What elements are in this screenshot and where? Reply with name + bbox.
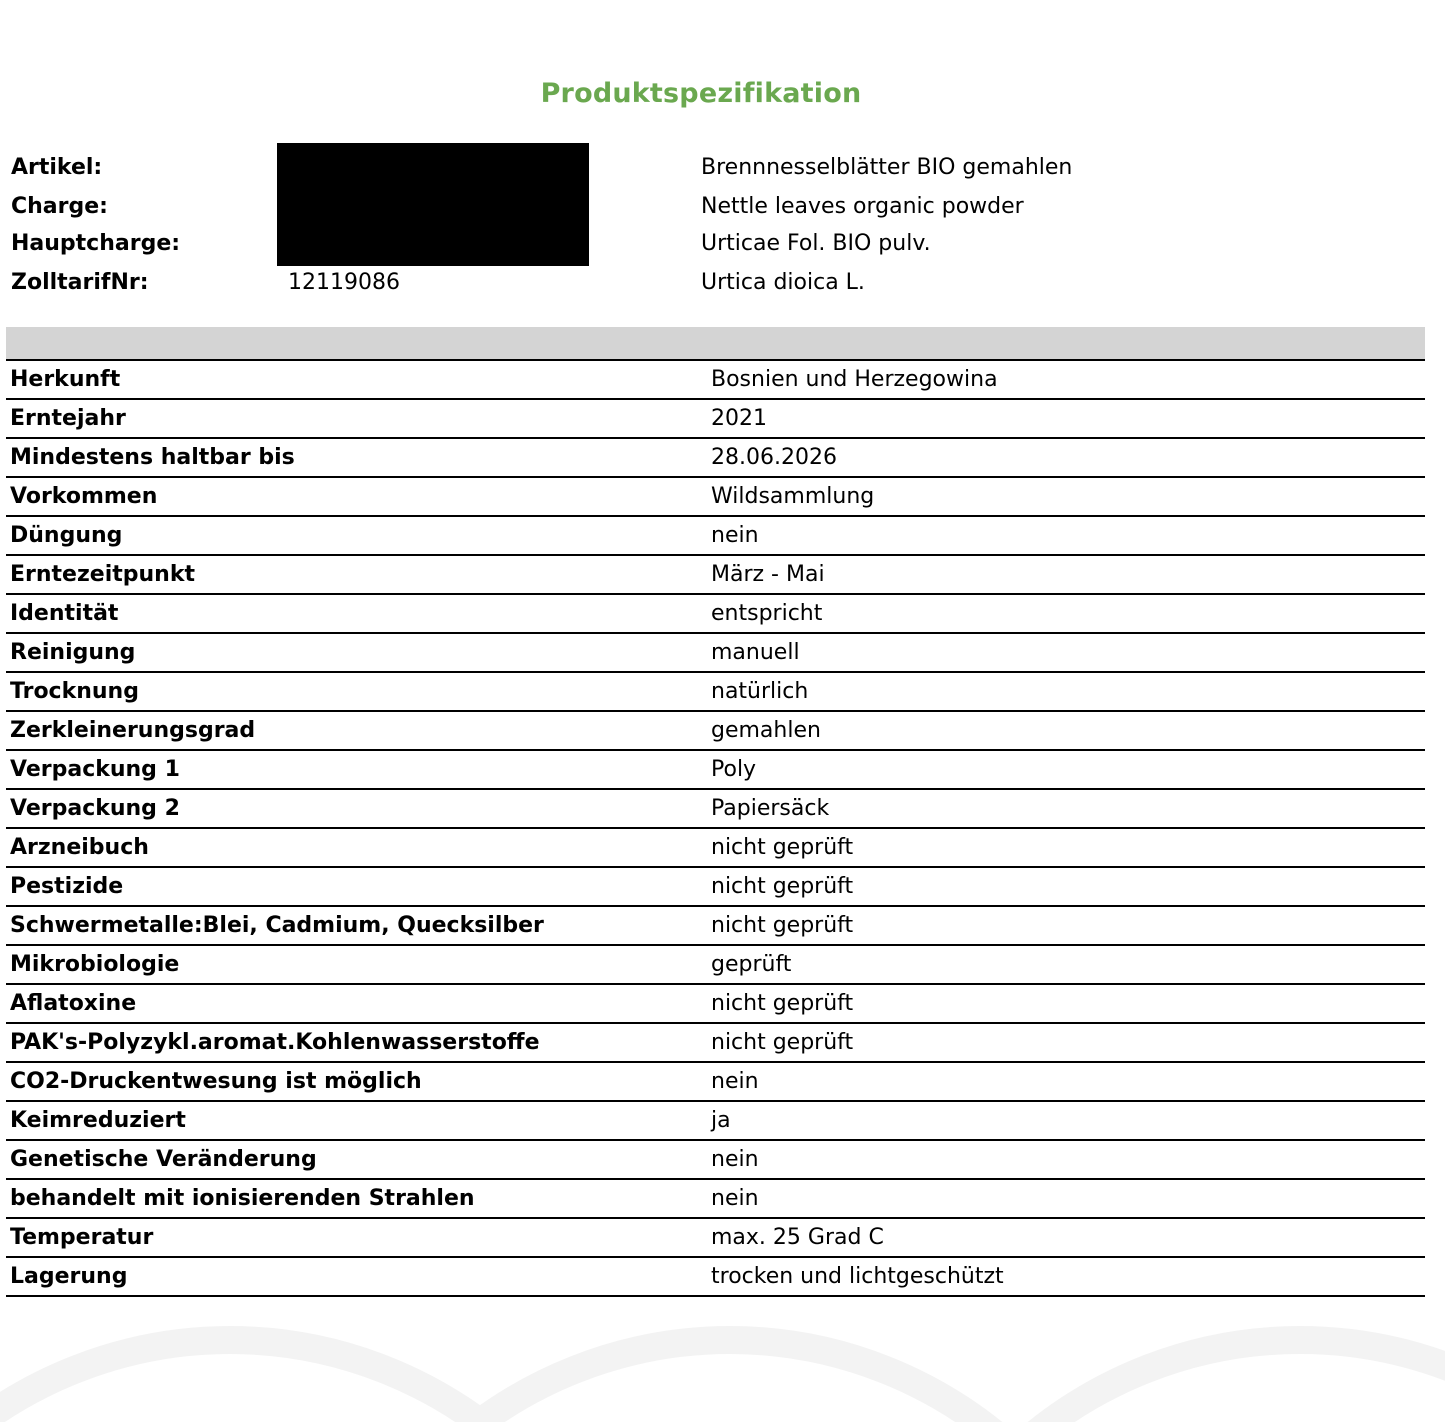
spec-value: nicht geprüft bbox=[707, 1023, 1425, 1062]
header-label-artikel: Artikel: bbox=[11, 155, 103, 180]
spec-value: März - Mai bbox=[707, 555, 1425, 594]
spec-value: Bosnien und Herzegowina bbox=[707, 361, 1425, 399]
spec-value: ja bbox=[707, 1101, 1425, 1140]
header-label-hauptcharge: Hauptcharge: bbox=[11, 231, 181, 256]
spec-value: nicht geprüft bbox=[707, 906, 1425, 945]
spec-value: manuell bbox=[707, 633, 1425, 672]
spec-value: Papiersäck bbox=[707, 789, 1425, 828]
specification-table bbox=[6, 361, 1425, 1297]
header-label-charge: Charge: bbox=[11, 194, 108, 219]
spec-key: PAK's-Polyzykl.aromat.Kohlenwasserstoffe bbox=[6, 1023, 707, 1062]
table-row bbox=[6, 555, 1425, 594]
header-desc-charge: Nettle leaves organic powder bbox=[701, 194, 1024, 219]
spec-key: Düngung bbox=[6, 516, 707, 555]
spec-key: Genetische Veränderung bbox=[6, 1140, 707, 1179]
spec-key: Arzneibuch bbox=[6, 828, 707, 867]
product-header bbox=[0, 150, 1445, 310]
spec-key: Pestizide bbox=[6, 867, 707, 906]
header-label-zolltarifnr: ZolltarifNr: bbox=[11, 270, 149, 295]
table-row bbox=[6, 1023, 1425, 1062]
table-row bbox=[6, 1140, 1425, 1179]
spec-value: nein bbox=[707, 1140, 1425, 1179]
spec-key: Herkunft bbox=[6, 361, 707, 399]
spec-key: Keimreduziert bbox=[6, 1101, 707, 1140]
table-row bbox=[6, 867, 1425, 906]
spec-key: Erntezeitpunkt bbox=[6, 555, 707, 594]
redacted-block bbox=[277, 143, 589, 266]
spec-key: Schwermetalle:Blei, Cadmium, Quecksilber bbox=[6, 906, 707, 945]
table-row bbox=[6, 1179, 1425, 1218]
spec-value: max. 25 Grad C bbox=[707, 1218, 1425, 1257]
table-row bbox=[6, 1218, 1425, 1257]
spec-value: nicht geprüft bbox=[707, 867, 1425, 906]
spec-value: 28.06.2026 bbox=[707, 438, 1425, 477]
spec-key: Verpackung 1 bbox=[6, 750, 707, 789]
spec-value: gemahlen bbox=[707, 711, 1425, 750]
spec-value: geprüft bbox=[707, 945, 1425, 984]
spec-key: Erntejahr bbox=[6, 399, 707, 438]
section-band bbox=[6, 327, 1425, 361]
spec-key: Reinigung bbox=[6, 633, 707, 672]
table-row bbox=[6, 594, 1425, 633]
spec-key: Temperatur bbox=[6, 1218, 707, 1257]
spec-key: Lagerung bbox=[6, 1257, 707, 1296]
table-row bbox=[6, 789, 1425, 828]
spec-value: Poly bbox=[707, 750, 1425, 789]
table-row bbox=[6, 516, 1425, 555]
header-desc-hauptcharge: Urticae Fol. BIO pulv. bbox=[701, 231, 931, 256]
spec-value: natürlich bbox=[707, 672, 1425, 711]
spec-value: entspricht bbox=[707, 594, 1425, 633]
spec-value: nein bbox=[707, 1062, 1425, 1101]
spec-value: trocken und lichtgeschützt bbox=[707, 1257, 1425, 1296]
spec-key: Mindestens haltbar bis bbox=[6, 438, 707, 477]
table-row bbox=[6, 1062, 1425, 1101]
spec-value: nein bbox=[707, 1179, 1425, 1218]
page-title: Produktspezifikation bbox=[540, 78, 862, 109]
table-row bbox=[6, 477, 1425, 516]
spec-key: Vorkommen bbox=[6, 477, 707, 516]
spec-value: nicht geprüft bbox=[707, 828, 1425, 867]
spec-key: Zerkleinerungsgrad bbox=[6, 711, 707, 750]
table-row bbox=[6, 906, 1425, 945]
table-row bbox=[6, 672, 1425, 711]
spec-key: Mikrobiologie bbox=[6, 945, 707, 984]
spec-value: nein bbox=[707, 516, 1425, 555]
spec-key: Identität bbox=[6, 594, 707, 633]
spec-value: 2021 bbox=[707, 399, 1425, 438]
table-row bbox=[6, 1101, 1425, 1140]
spec-value: Wildsammlung bbox=[707, 477, 1425, 516]
table-row bbox=[6, 633, 1425, 672]
spec-value: nicht geprüft bbox=[707, 984, 1425, 1023]
table-row bbox=[6, 750, 1425, 789]
spec-key: CO2-Druckentwesung ist möglich bbox=[6, 1062, 707, 1101]
table-row bbox=[6, 711, 1425, 750]
header-desc-artikel: Brennnesselblätter BIO gemahlen bbox=[701, 155, 1073, 180]
spec-key: behandelt mit ionisierenden Strahlen bbox=[6, 1179, 707, 1218]
table-row bbox=[6, 945, 1425, 984]
table-row bbox=[6, 828, 1425, 867]
spec-key: Verpackung 2 bbox=[6, 789, 707, 828]
table-row bbox=[6, 1257, 1425, 1296]
header-value-zolltarifnr: 12119086 bbox=[288, 270, 400, 295]
header-desc-zolltarifnr: Urtica dioica L. bbox=[701, 270, 865, 295]
table-row bbox=[6, 438, 1425, 477]
spec-key: Trocknung bbox=[6, 672, 707, 711]
table-row bbox=[6, 399, 1425, 438]
table-row bbox=[6, 361, 1425, 399]
spec-key: Aflatoxine bbox=[6, 984, 707, 1023]
table-row bbox=[6, 984, 1425, 1023]
